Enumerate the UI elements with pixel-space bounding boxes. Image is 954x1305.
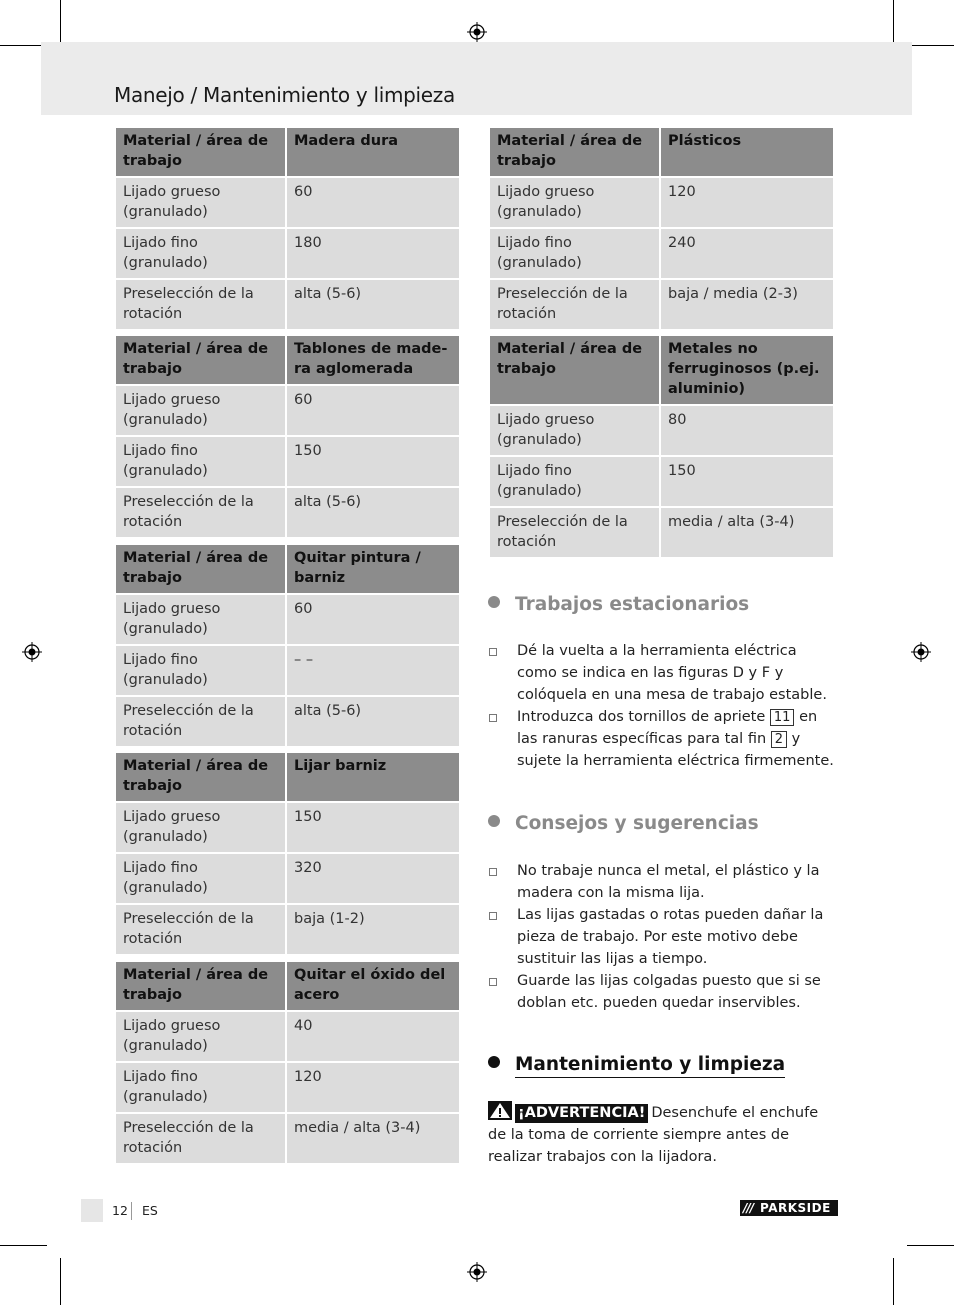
- table-cell: alta (5-6): [286, 487, 460, 538]
- list-item: [488, 904, 838, 970]
- table-cell: Preselección de la rotación: [115, 904, 286, 955]
- table-row: [115, 487, 460, 538]
- table-cell: Lijado grueso (granulado): [115, 385, 286, 436]
- warning-label: ¡ADVERTENCIA!: [515, 1104, 648, 1123]
- section-title: Trabajos estacionarios: [515, 594, 750, 615]
- crop-mark: [60, 1258, 61, 1305]
- table-header-cell: Material / área de trabajo: [489, 335, 660, 405]
- table-cell: 320: [286, 853, 460, 904]
- sanding-table-hardwood: [114, 126, 461, 331]
- table-cell: media / alta (3-4): [286, 1113, 460, 1164]
- table-row: [115, 1011, 460, 1062]
- table-cell: Preselección de la rotación: [115, 487, 286, 538]
- list-item-text: Dé la vuelta a la herramienta eléctrica como se indica en las figuras D y F y colóquela en una mesa de trabajo estable.: [517, 643, 827, 703]
- table-row: [115, 645, 460, 696]
- sanding-table-non-ferrous-metals: [488, 334, 835, 559]
- table-header-cell: Lijar barniz: [286, 752, 460, 802]
- table-row: [115, 853, 460, 904]
- table-row: [489, 279, 834, 330]
- table-cell: Preselección de la rotación: [489, 279, 660, 330]
- table-cell: Lijado fino (granulado): [115, 645, 286, 696]
- list-item-text: en las ranuras específicas para tal fin: [517, 709, 818, 747]
- table-cell: 60: [286, 177, 460, 228]
- table-header-cell: Quitar pintura / barniz: [286, 544, 460, 594]
- list-item: [488, 860, 838, 904]
- table-cell: alta (5-6): [286, 696, 460, 747]
- table-header-cell: Metales no ferruginosos (p.ej. aluminio): [660, 335, 834, 405]
- table-header-row: [115, 127, 460, 177]
- table-cell: Lijado grueso (granulado): [489, 405, 660, 456]
- table-row: [489, 177, 834, 228]
- logo-text: PARKSIDE: [760, 1201, 831, 1215]
- table-header-cell: Material / área de trabajo: [115, 752, 286, 802]
- list-item-text: No trabaje nunca el metal, el plástico y la madera con la misma lija.: [517, 863, 820, 901]
- table-cell: 80: [660, 405, 834, 456]
- table-header-cell: Tablones de made- ra aglomerada: [286, 335, 460, 385]
- bullet-dot-icon: [488, 815, 500, 827]
- table-cell: 60: [286, 385, 460, 436]
- table-cell: 240: [660, 228, 834, 279]
- table-cell: Lijado grueso (granulado): [115, 177, 286, 228]
- table-cell: Lijado grueso (granulado): [115, 594, 286, 645]
- crop-mark: [907, 1245, 954, 1246]
- footer-tab: [81, 1199, 103, 1222]
- table-row: [489, 456, 834, 507]
- bullet-dot-icon: [488, 1056, 500, 1068]
- table-cell: baja (1-2): [286, 904, 460, 955]
- crop-mark: [0, 1245, 47, 1246]
- crop-mark: [893, 1258, 894, 1305]
- list-item-text: Las lijas gastadas o rotas pueden dañar la pieza de trabajo. Por este motivo debe sustituir las lijas a tiempo.: [517, 907, 824, 967]
- table-header-cell: Quitar el óxido del acero: [286, 961, 460, 1011]
- table-cell: Lijado fino (granulado): [115, 228, 286, 279]
- page-title: Manejo / Mantenimiento y limpieza: [114, 83, 455, 107]
- sanding-table-rust-removal: [114, 960, 461, 1165]
- crop-mark: [0, 45, 47, 46]
- warning-triangle-icon: [488, 1101, 512, 1120]
- table-header-cell: Material / área de trabajo: [115, 544, 286, 594]
- table-row: [115, 594, 460, 645]
- section-heading-tips: [488, 813, 759, 834]
- warning-text: Desenchufe el enchufe de la toma de corriente siempre antes de realizar trabajos con la lijadora.: [488, 1105, 819, 1165]
- table-cell: Lijado fino (granulado): [115, 1062, 286, 1113]
- table-header-row: [115, 544, 460, 594]
- section-heading-maintenance: [488, 1054, 785, 1075]
- table-header-row: [115, 335, 460, 385]
- table-cell: 40: [286, 1011, 460, 1062]
- list-item-text: y sujete la herramienta eléctrica firmemente.: [517, 731, 834, 769]
- table-header-cell: Madera dura: [286, 127, 460, 177]
- table-header-cell: Material / área de trabajo: [115, 961, 286, 1011]
- table-row: [115, 696, 460, 747]
- section-heading-stationary: [488, 594, 749, 615]
- table-cell: Preselección de la rotación: [115, 696, 286, 747]
- table-row: [115, 279, 460, 330]
- checkbox-bullet-icon: [489, 648, 497, 656]
- tips-list: [488, 860, 838, 1014]
- bullet-dot-icon: [488, 596, 500, 608]
- checkbox-bullet-icon: [489, 912, 497, 920]
- table-header-cell: Plásticos: [660, 127, 834, 177]
- language-code: ES: [142, 1203, 158, 1218]
- table-cell: 120: [660, 177, 834, 228]
- registration-mark-icon: [467, 1262, 487, 1282]
- table-cell: Lijado fino (granulado): [489, 228, 660, 279]
- section-title: Mantenimiento y limpieza: [515, 1054, 785, 1078]
- table-row: [489, 228, 834, 279]
- footer-divider: [131, 1202, 132, 1220]
- table-header-row: [115, 961, 460, 1011]
- part-reference-11: 11: [770, 709, 795, 726]
- table-row: [115, 385, 460, 436]
- sanding-table-varnish: [114, 751, 461, 956]
- table-header-cell: Material / área de trabajo: [115, 127, 286, 177]
- part-reference-2: 2: [771, 731, 787, 748]
- sanding-table-plastics: [488, 126, 835, 331]
- checkbox-bullet-icon: [489, 868, 497, 876]
- table-cell: 150: [286, 436, 460, 487]
- table-row: [115, 802, 460, 853]
- table-header-cell: Material / área de trabajo: [489, 127, 660, 177]
- checkbox-bullet-icon: [489, 978, 497, 986]
- warning-paragraph: [488, 1101, 838, 1168]
- table-cell: 150: [286, 802, 460, 853]
- list-item: [488, 970, 838, 1014]
- table-row: [489, 507, 834, 558]
- table-row: [115, 1113, 460, 1164]
- crop-mark: [60, 0, 61, 47]
- table-header-row: [489, 127, 834, 177]
- checkbox-bullet-icon: [489, 714, 497, 722]
- crop-mark: [907, 45, 954, 46]
- logo-stripes: ///: [743, 1201, 754, 1215]
- table-cell: Lijado grueso (granulado): [115, 802, 286, 853]
- registration-mark-icon: [467, 22, 487, 42]
- table-row: [115, 904, 460, 955]
- table-header-cell: Material / área de trabajo: [115, 335, 286, 385]
- list-item: [488, 706, 838, 772]
- crop-mark: [893, 0, 894, 47]
- table-cell: Preselección de la rotación: [115, 1113, 286, 1164]
- parkside-logo: [740, 1200, 838, 1216]
- list-item-text: Guarde las lijas colgadas puesto que si se doblan etc. pueden quedar inservibles.: [517, 973, 821, 1011]
- table-cell: – –: [286, 645, 460, 696]
- list-item-text: Introduzca dos tornillos de apriete: [517, 709, 766, 725]
- table-cell: 120: [286, 1062, 460, 1113]
- table-cell: Lijado fino (granulado): [115, 436, 286, 487]
- table-cell: 60: [286, 594, 460, 645]
- table-cell: Lijado fino (granulado): [489, 456, 660, 507]
- table-cell: Preselección de la rotación: [489, 507, 660, 558]
- list-item: [488, 640, 838, 706]
- table-header-row: [489, 335, 834, 405]
- table-row: [115, 177, 460, 228]
- table-cell: 150: [660, 456, 834, 507]
- table-row: [489, 405, 834, 456]
- table-row: [115, 436, 460, 487]
- section-title: Consejos y sugerencias: [515, 813, 759, 834]
- table-cell: 180: [286, 228, 460, 279]
- table-cell: baja / media (2-3): [660, 279, 834, 330]
- table-row: [115, 1062, 460, 1113]
- registration-mark-icon: [911, 642, 931, 662]
- table-row: [115, 228, 460, 279]
- table-cell: media / alta (3-4): [660, 507, 834, 558]
- table-cell: Lijado grueso (granulado): [489, 177, 660, 228]
- table-cell: Lijado fino (granulado): [115, 853, 286, 904]
- table-cell: alta (5-6): [286, 279, 460, 330]
- sanding-table-paint-removal: [114, 543, 461, 748]
- registration-mark-icon: [22, 642, 42, 662]
- stationary-list: [488, 640, 838, 772]
- table-header-row: [115, 752, 460, 802]
- table-cell: Preselección de la rotación: [115, 279, 286, 330]
- page-number: 12: [112, 1203, 128, 1218]
- sanding-table-chipboard: [114, 334, 461, 539]
- table-cell: Lijado grueso (granulado): [115, 1011, 286, 1062]
